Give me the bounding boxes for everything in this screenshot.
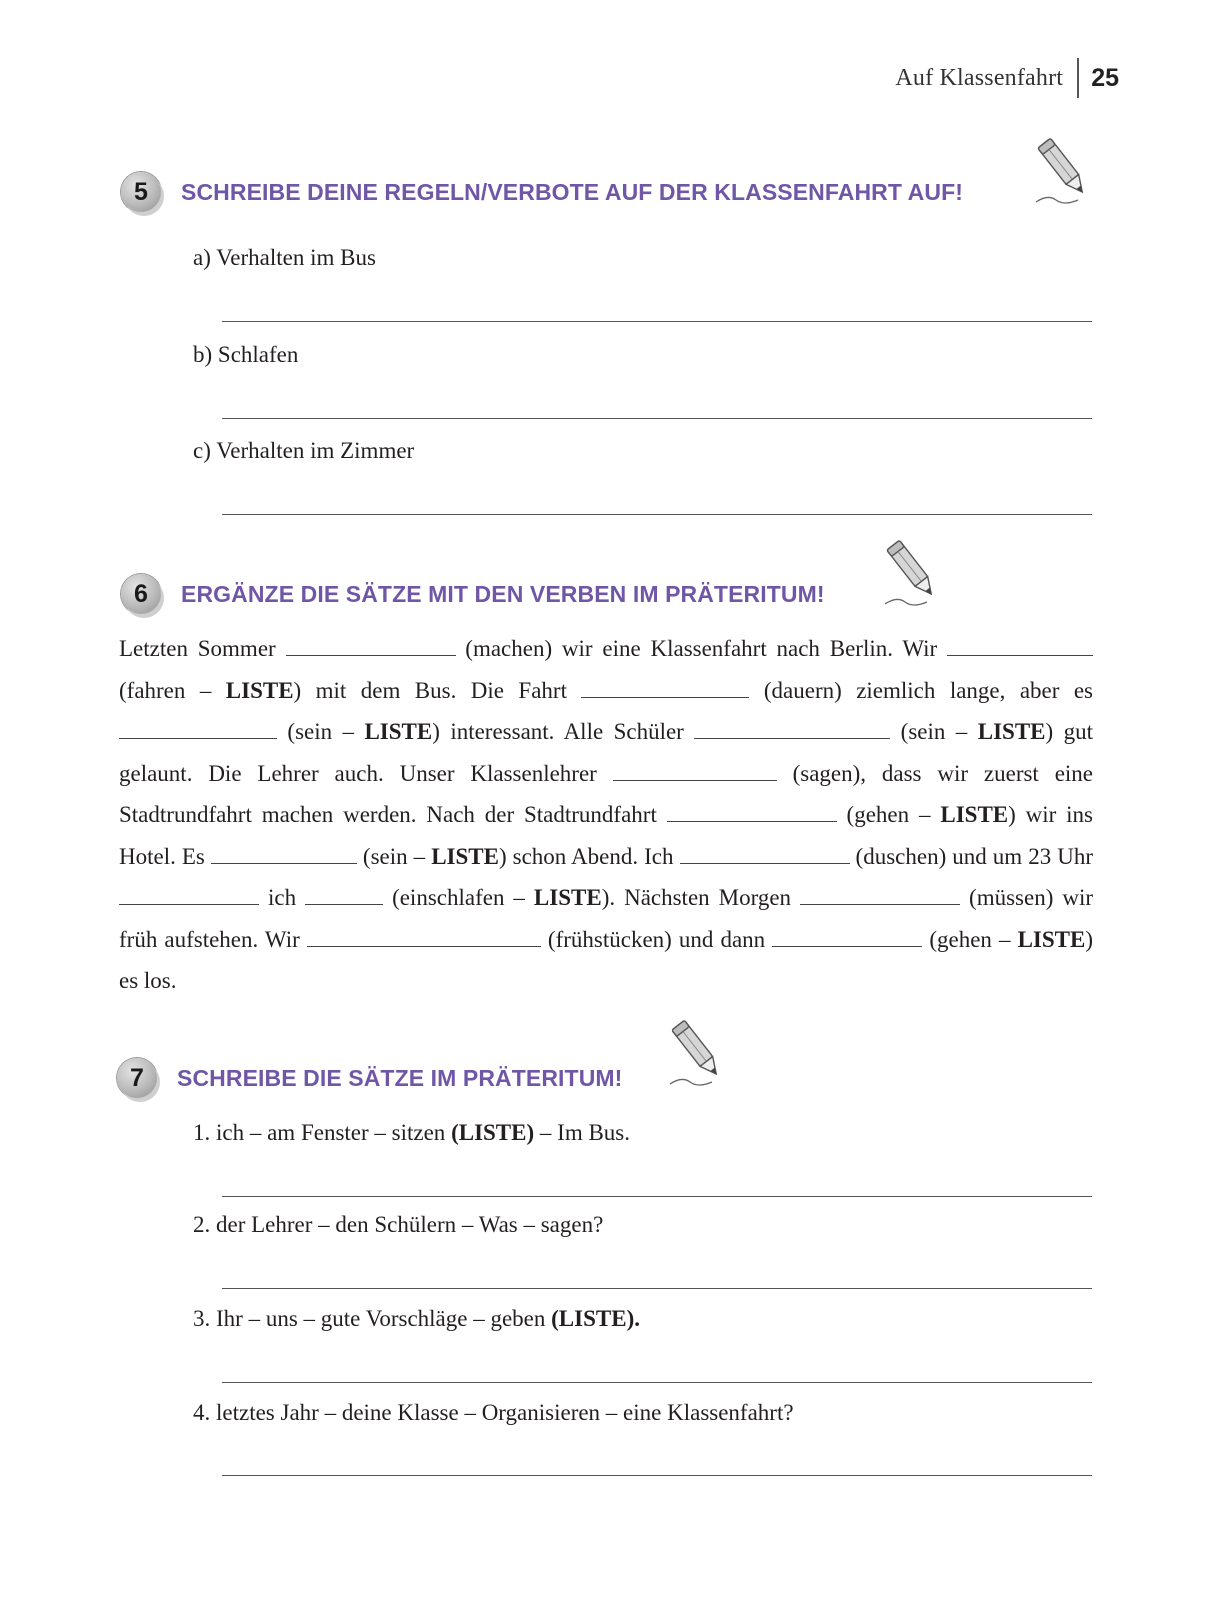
cloze-text [119,628,1093,1002]
answer-line[interactable] [222,1382,1092,1383]
blank-gap[interactable] [772,928,922,947]
text-segment: (gehen – [836,802,941,827]
exercise-7-item-4 [193,1400,794,1426]
exercise-5-title: SCHREIBE DEINE REGELN/VERBOTE AUF DER KLASSENFAHRT AUF! [181,178,964,205]
exercise-6-heading [121,574,825,614]
blank-gap[interactable] [119,886,259,905]
blank-gap[interactable] [680,845,850,864]
text-segment: Letzten Sommer [119,636,286,661]
exercise-7-title: SCHREIBE DIE SÄTZE IM PRÄTERITUM! [177,1064,623,1091]
text-segment: (sein – [890,719,978,744]
exercise-7-item-2 [193,1212,603,1238]
text-segment: ich [259,885,306,910]
text-segment: (müssen) wir früh aufstehen. Wir [119,885,1093,952]
blank-gap[interactable] [305,886,383,905]
blank-gap[interactable] [667,803,837,822]
text-segment: (machen) wir eine Klassenfahrt nach Berlin. Wir [455,636,947,661]
exercise-5-item-a: a) Verhalten im Bus [193,245,376,270]
sentence-prompt: 3. Ihr – uns – gute Vorschläge – geben [193,1306,552,1331]
exercise-number-badge: 7 [117,1058,157,1098]
text-segment: (frühstücken) und dann [540,926,773,952]
liste-keyword: LISTE [977,719,1046,744]
text-segment: ) es los. [119,926,1093,993]
chapter-title: Auf Klassenfahrt [895,64,1064,91]
text-segment: ) wir ins Hotel. Es [119,802,1093,869]
sentence-prompt: – Im Bus. [534,1120,630,1145]
liste-keyword: LISTE [225,677,294,703]
blank-gap[interactable] [119,720,277,739]
page-header [895,56,1119,100]
exercise-5-item-b: b) Schlafen [193,342,299,367]
liste-keyword: LISTE [940,802,1009,827]
text-segment: (fahren – [119,677,226,703]
text-segment: (einschlafen – [383,885,534,910]
exercise-5-item-c: c) Verhalten im Zimmer [193,438,415,463]
text-segment: ) gut gelaunt. Die Lehrer auch. Unser Klassenlehrer [119,719,1093,786]
exercise-number-badge: 6 [121,574,161,614]
blank-gap[interactable] [694,720,890,739]
liste-keyword: (LISTE). [551,1306,640,1331]
sentence-prompt: 2. der Lehrer – den Schülern – Was – sagen? [193,1212,604,1237]
text-segment: (duschen) und um 23 Uhr [849,843,1093,869]
exercise-7-item-1 [193,1120,630,1146]
page-number: 25 [1091,63,1119,92]
blank-gap[interactable] [286,637,456,656]
answer-line[interactable] [222,1196,1092,1197]
sentence-prompt: 1. ich – am Fenster – sitzen [193,1120,452,1145]
text-segment: ) schon Abend. Ich [498,843,680,869]
blank-gap[interactable] [947,637,1093,656]
text-segment: (gehen – [929,926,1018,952]
exercise-5-heading [121,172,963,212]
pencil-icon [668,1012,730,1092]
answer-line[interactable] [222,418,1092,419]
answer-line[interactable] [222,1475,1092,1476]
blank-gap[interactable] [800,886,960,905]
text-segment: (sagen), dass wir zuerst eine Stadtrundfahrt machen werden. Nach der Stadtrundfahrt [119,760,1094,827]
pencil-icon [883,532,945,612]
exercise-7-item-3 [193,1306,640,1332]
liste-keyword: LISTE [364,719,433,744]
pencil-icon [1034,130,1096,210]
blank-gap[interactable] [613,762,777,781]
text-segment: (dauern) ziemlich lange, aber es [749,677,1093,703]
answer-line[interactable] [222,321,1092,322]
exercise-6-title: ERGÄNZE DIE SÄTZE MIT DEN VERBEN IM PRÄTERITUM! [181,580,825,607]
blank-gap[interactable] [307,928,541,947]
exercise-7-heading [117,1058,622,1098]
exercise-number-badge: 5 [121,172,161,212]
liste-keyword: LISTE [533,885,602,910]
answer-line[interactable] [222,1288,1092,1289]
sentence-prompt: 4. letztes Jahr – deine Klasse – Organisieren – eine Klassenfahrt? [193,1400,794,1425]
text-segment: ) mit dem Bus. Die Fahrt [293,677,582,703]
text-segment: ) interessant. Alle Schüler [432,719,695,744]
text-segment: (sein – [277,719,365,744]
text-segment: ). Nächsten Morgen [601,885,801,910]
blank-gap[interactable] [581,679,749,698]
liste-keyword: (LISTE) [451,1120,535,1145]
answer-line[interactable] [222,514,1092,515]
liste-keyword: LISTE [1017,926,1086,952]
liste-keyword: LISTE [431,843,499,869]
blank-gap[interactable] [211,845,357,864]
text-segment: (sein – [356,843,432,869]
